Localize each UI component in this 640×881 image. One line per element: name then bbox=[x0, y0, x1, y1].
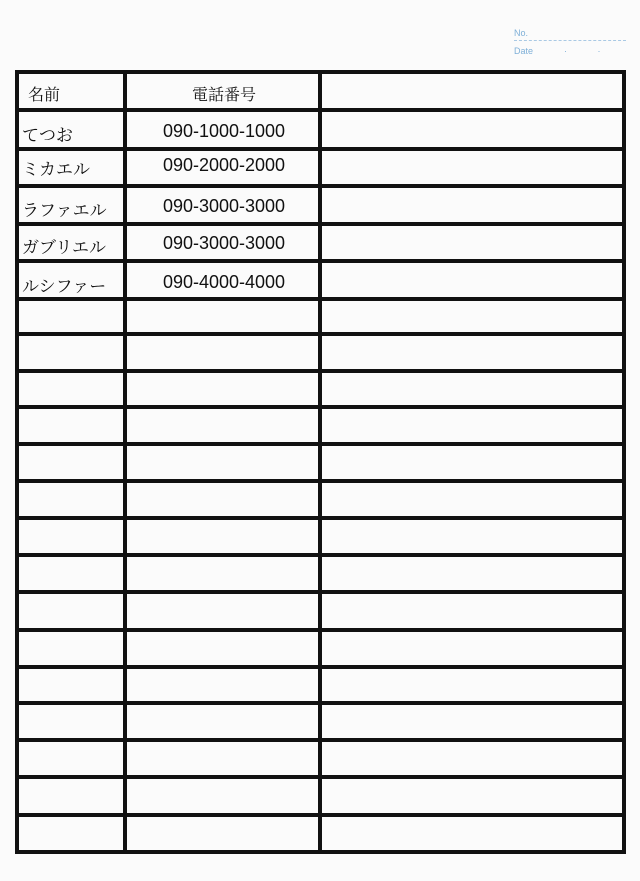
row-4-name: ガブリエル bbox=[22, 238, 106, 258]
row-line-12 bbox=[15, 516, 626, 520]
row-line-16 bbox=[15, 665, 626, 669]
row-line-20 bbox=[15, 813, 626, 817]
row-line-1 bbox=[15, 108, 626, 112]
header-name: 名前 bbox=[28, 85, 61, 104]
row-line-6 bbox=[15, 297, 626, 301]
date-dots: · · bbox=[564, 46, 615, 56]
row-4-phone: 090-3000-3000 bbox=[162, 233, 286, 253]
row-5-phone: 090-4000-4000 bbox=[162, 272, 286, 292]
row-2-name: ミカエル bbox=[22, 160, 90, 180]
row-3-phone: 090-3000-3000 bbox=[162, 196, 286, 216]
row-line-13 bbox=[15, 553, 626, 557]
row-1-phone: 090-1000-1000 bbox=[162, 121, 286, 141]
row-line-7 bbox=[15, 332, 626, 336]
row-line-3 bbox=[15, 184, 626, 188]
row-line-11 bbox=[15, 479, 626, 483]
row-line-19 bbox=[15, 775, 626, 779]
row-line-15 bbox=[15, 628, 626, 632]
row-line-9 bbox=[15, 405, 626, 409]
row-line-18 bbox=[15, 738, 626, 742]
row-1-name: てつお bbox=[22, 126, 73, 146]
number-field bbox=[514, 26, 626, 44]
number-label: No. bbox=[514, 28, 529, 38]
row-line-2 bbox=[15, 147, 626, 151]
row-5-name: ルシファー bbox=[22, 277, 107, 297]
row-line-4 bbox=[15, 222, 626, 226]
date-label: Date bbox=[514, 46, 534, 56]
row-line-17 bbox=[15, 701, 626, 705]
row-line-14 bbox=[15, 590, 626, 594]
row-line-8 bbox=[15, 369, 626, 373]
row-2-phone: 090-2000-2000 bbox=[162, 155, 286, 175]
row-3-name: ラファエル bbox=[22, 201, 107, 221]
date-field bbox=[514, 44, 626, 62]
number-line bbox=[514, 40, 626, 41]
row-line-10 bbox=[15, 442, 626, 446]
page-meta bbox=[514, 26, 626, 62]
row-line-5 bbox=[15, 259, 626, 263]
header-phone: 電話番号 bbox=[191, 85, 256, 104]
